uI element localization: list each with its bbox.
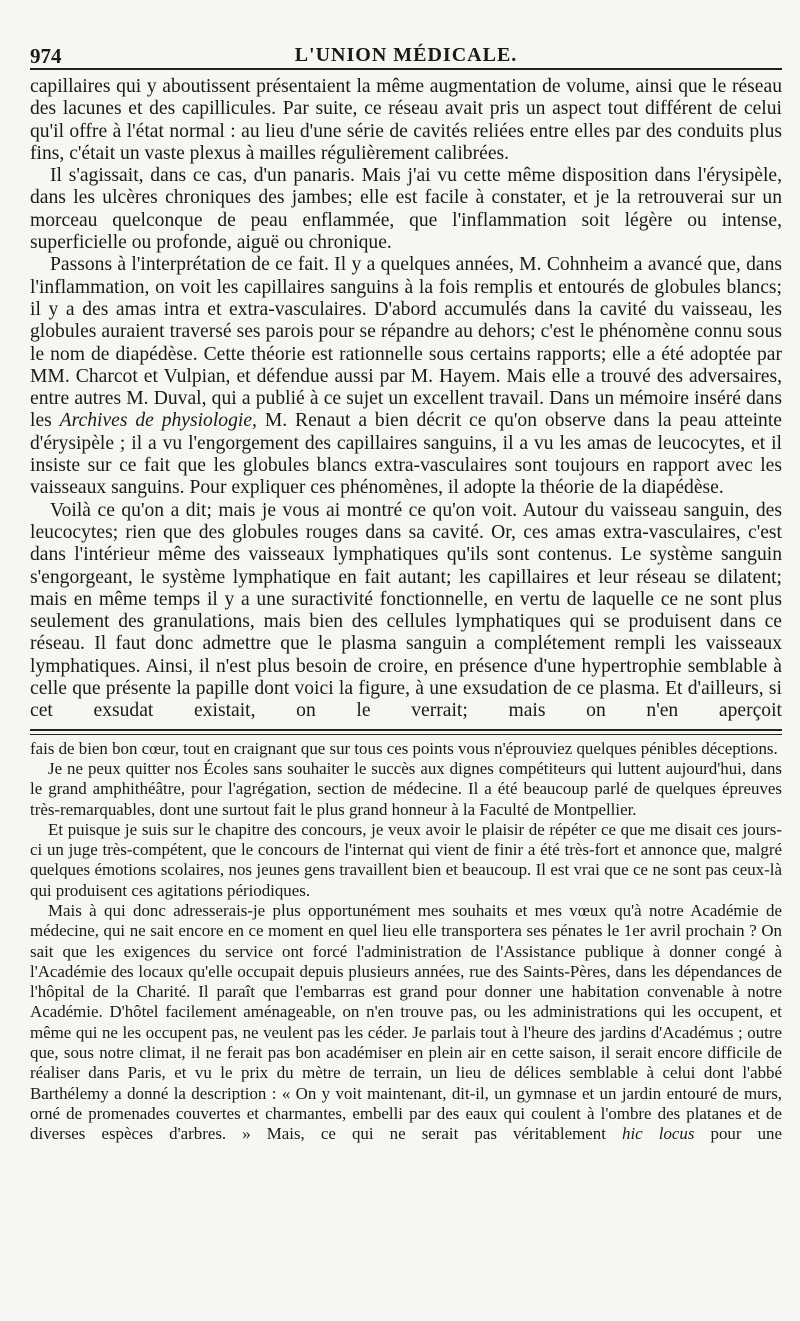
article-paragraph: Il s'agissait, dans ce cas, d'un panaris. Mais j'ai vu cette même disposition dans l'érysipèle, dans les ulcères chroniques des jambes; elle est facile à constater, et je la retrouverai sur un morceau quelconque de peau enflammée, que l'inflammation soit légère ou intense, superficielle ou profonde, aiguë ou chronique. [30, 165, 782, 254]
page-number: 974 [30, 44, 62, 68]
paragraph-text: Passons à l'interprétation de ce fait. Il y a quelques années, M. Cohnheim a avancé que, dans l'inflammation, on voit les capillaires sanguins à la fois remplis et entourés de globules blancs; il y a des amas intra et extra-vasculaires. D'abord accumulés dans la cavité du vaisseau, les globules auraient traversé ses parois pour se répandre au dehors; c'est le phénomène connu sous le nom de diapédèse. Cette théorie est rationnelle sous certains rapports; elle a été adoptée par MM. Charcot et Vulpian, et défendue aussi par M. Hayem. Mais elle a trouvé des adversaires, entre autres M. Duval, qui a publié à ce sujet un excellent travail. Dans un mémoire inséré dans les [30, 254, 782, 432]
feuilleton-paragraph: fais de bien bon cœur, tout en craignant que sur tous ces points vous n'éprouviez quelques pénibles déceptions. [30, 738, 778, 758]
article-paragraph [30, 254, 782, 499]
feuilleton-divider [30, 729, 782, 735]
page-header [30, 40, 782, 70]
feuilleton-paragraph: Je ne peux quitter nos Écoles sans souhaiter le succès aux dignes compétiteurs qui luttent aujourd'hui, dans le grand amphithéâtre, pour l'agrégation, section de médecine. Il a été beaucoup parlé de quelques épreuves très-remarquables, dont une surtout fait le plus grand honneur à la Faculté de Montpellier. [30, 758, 782, 819]
feuilleton-paragraph: Et puisque je suis sur le chapitre des concours, je veux avoir le plaisir de répéter ce que me disait ces jours-ci un juge très-compétent, que le concours de l'internat qui vient de finir a été très-fort et annonce que, malgré quelques émotions scolaires, nos jeunes gens travaillent bien et beaucoup. Il est vrai que ce ne sont pas ceux-là qui produisent ces agitations périodiques. [30, 819, 782, 900]
journal-title: Archives de physiologie, [59, 410, 257, 432]
article-paragraph: Voilà ce qu'on a dit; mais je vous ai montré ce qu'on voit. Autour du vaisseau sanguin, des leucocytes; rien que des globules rouges dans sa cavité. Or, ces amas extra-vasculaires, c'est dans l'intérieur même des vaisseaux lymphatiques qu'ils sont contenus. Le système sanguin s'engorgeant, le système lymphatique en fait autant; les capillaires et leur réseau se dilatent; mais en même temps il y a une suractivité fonctionnelle, en vertu de laquelle ce ne sont plus seulement des granulations, mais bien des cellules lymphatiques qui se produisent dans ce réseau. Il faut donc admettre que le plasma sanguin a complétement rempli les vaisseaux lymphatiques. Ainsi, il n'est plus besoin de croire, en présence d'une hypertrophie semblable à celle que présente la papille dont voici la figure, à une exsudation de ce plasma. Et d'ailleurs, si cet exsudat existait, on le verrait; mais on n'en aperçoit [30, 499, 782, 722]
running-title: L'UNION MÉDICALE. [294, 44, 518, 66]
feuilleton-paragraph [30, 901, 782, 1145]
paragraph-text: M. Renaut a bien décrit ce qu'on observe dans la peau atteinte d'érysipèle ; il a vu l'engorgement des capillaires sanguins, il a vu les amas de leucocytes, et il insiste sur ce fait que les globules blancs extra-vasculaires sont toujours en rapport avec les vaisseaux sanguins. Pour expliquer ces phénomènes, il adopte la théorie de la diapédèse. [30, 410, 782, 499]
latin-phrase: hic locus [622, 1124, 695, 1144]
article-paragraph: capillaires qui y aboutissent présentaient la même augmentation de volume, ainsi que le réseau des lacunes et des capillicules. Par suite, ce réseau avait pris un aspect tout différent de celui qu'il offre à l'état normal : au lieu d'une série de cavités reliées entre elles par des conduits plus fins, c'était un vaste plexus à mailles régulièrement calibrées. [30, 76, 782, 164]
paragraph-text: pour une [710, 1124, 782, 1144]
main-article [30, 76, 782, 723]
paragraph-text: Mais à qui donc adresserais-je plus opportunément mes souhaits et mes vœux qu'à notre Académie de médecine, qui ne sait encore en ce moment en quel lieu elle transportera ses pénates le 1er avril prochain ? On sait que les exigences du service ont forcé l'administration de l'Assistance publique à donner congé à l'Académie des locaux qu'elle occupait depuis plusieurs années, rue des Saints-Pères, dans les dépendances de l'hôpital de la Charité. Il paraît que l'embarras est grand pour donner une habitation convenable à notre Académie. D'hôtel facilement aménageable, on n'en trouve pas, ou les administrations qui les occupent, et même qui ne les occupent pas, ne veulent pas les céder. Je parlais tout à l'heure des jardins d'Académus ; outre que, sous notre climat, il ne ferait pas bon académiser en plein air en cette saison, il serait encore difficile de réaliser dans Paris, et vu le prix du mètre de terrain, un lieu de délices semblable à celui dont l'abbé Barthélemy a donné la description : « On y voit maintenant, dit-il, un gymnase et un jardin entouré de murs, orné de promenades couvertes et charmantes, embelli par des eaux qui coulent à l'ombre des platanes et de diverses espèces d'arbres. » Mais, ce qui ne serait pas véritablement [30, 900, 782, 1144]
feuilleton-section [30, 739, 782, 1145]
